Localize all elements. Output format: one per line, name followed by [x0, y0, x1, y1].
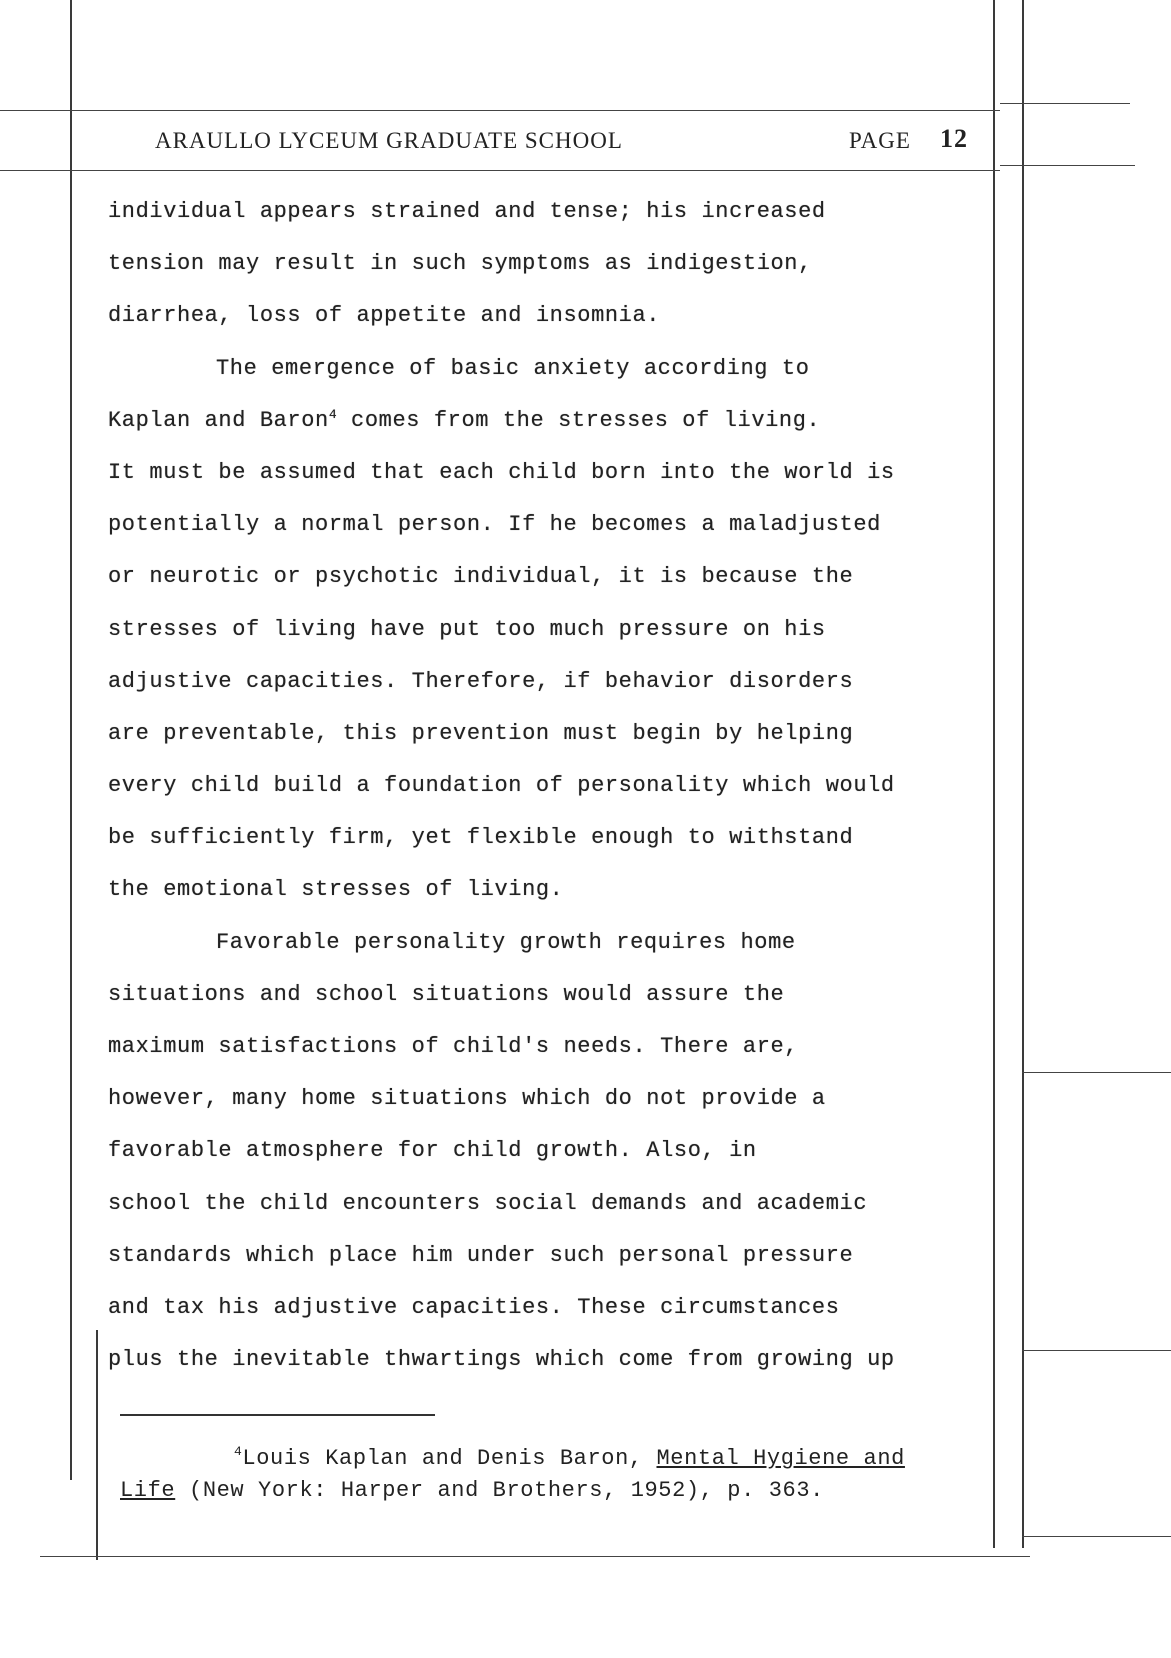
text-line: The emergence of basic anxiety according to	[216, 355, 810, 381]
citation-line	[108, 395, 1013, 447]
text-line: be sufficiently firm, yet flexible enough to withstand	[108, 825, 854, 851]
text-line: school the child encounters social demands and academic	[108, 1190, 868, 1216]
text-line: however, many home situations which do not provide a	[108, 1086, 826, 1112]
text-line: diarrhea, loss of appetite and insomnia.	[108, 303, 661, 329]
bottom-rule	[40, 1556, 1030, 1557]
text-line: every child build a foundation of personality which would	[108, 773, 895, 799]
text-line: It must be assumed that each child born into the world is	[108, 459, 895, 485]
page-header	[155, 124, 985, 164]
text-line: individual appears strained and tense; his increased	[108, 199, 826, 224]
side-rule-right-bottom	[1022, 1536, 1171, 1537]
footnote	[120, 1444, 1020, 1506]
footnote-reference: 4	[328, 406, 338, 422]
side-rule-right-mid	[1022, 1072, 1171, 1073]
text-line: potentially a normal person. If he becomes a maladjusted	[108, 512, 881, 538]
page-number: 12	[940, 124, 968, 153]
text-line: the emotional stresses of living.	[108, 877, 564, 903]
text-line: standards which place him under such personal pressure	[108, 1242, 854, 1268]
footnote-authors: Louis Kaplan and Denis Baron,	[242, 1446, 657, 1471]
header-rule-right-bottom	[1000, 165, 1135, 166]
footnote-marker: 4	[234, 1444, 243, 1459]
header-rule-top	[0, 110, 1000, 111]
footnote-publication: (New York: Harper and Brothers, 1952), p. 363.	[175, 1478, 824, 1503]
citation-authors: Kaplan and Baron	[108, 407, 329, 433]
text-line: stresses of living have put too much pressure on his	[108, 616, 826, 642]
text-line: plus the inevitable thwartings which come from growing up	[108, 1347, 895, 1373]
text-line: or neurotic or psychotic individual, it is because the	[108, 564, 854, 590]
text-line: favorable atmosphere for child growth. Also, in	[108, 1138, 757, 1164]
text-line: Favorable personality growth requires home	[216, 929, 796, 955]
right-margin-line-outer	[1022, 0, 1024, 1548]
text-line: tension may result in such symptoms as indigestion,	[108, 251, 812, 277]
left-margin-line-inner	[96, 1330, 98, 1560]
text-line: are preventable, this prevention must begin by helping	[108, 720, 854, 746]
text-line: situations and school situations would assure the	[108, 981, 785, 1007]
header-rule-right-top	[1000, 103, 1130, 104]
text-line: adjustive capacities. Therefore, if behavior disorders	[108, 668, 854, 694]
text-line: maximum satisfactions of child's needs. There are,	[108, 1034, 799, 1059]
school-title: ARAULLO LYCEUM GRADUATE SCHOOL	[155, 128, 623, 153]
footnote-book-title: Mental Hygiene and	[656, 1446, 905, 1471]
footnote-separator	[120, 1414, 435, 1416]
left-margin-line-outer	[70, 0, 72, 1480]
citation-text: comes from the stresses of living.	[337, 407, 821, 433]
side-rule-right-low	[1022, 1350, 1171, 1351]
page-label: PAGE	[849, 128, 911, 153]
body-text	[108, 186, 1013, 1386]
text-line: and tax his adjustive capacities. These circumstances	[108, 1294, 840, 1320]
header-rule-bottom	[0, 170, 1000, 171]
footnote-book-title-cont: Life	[120, 1478, 176, 1503]
